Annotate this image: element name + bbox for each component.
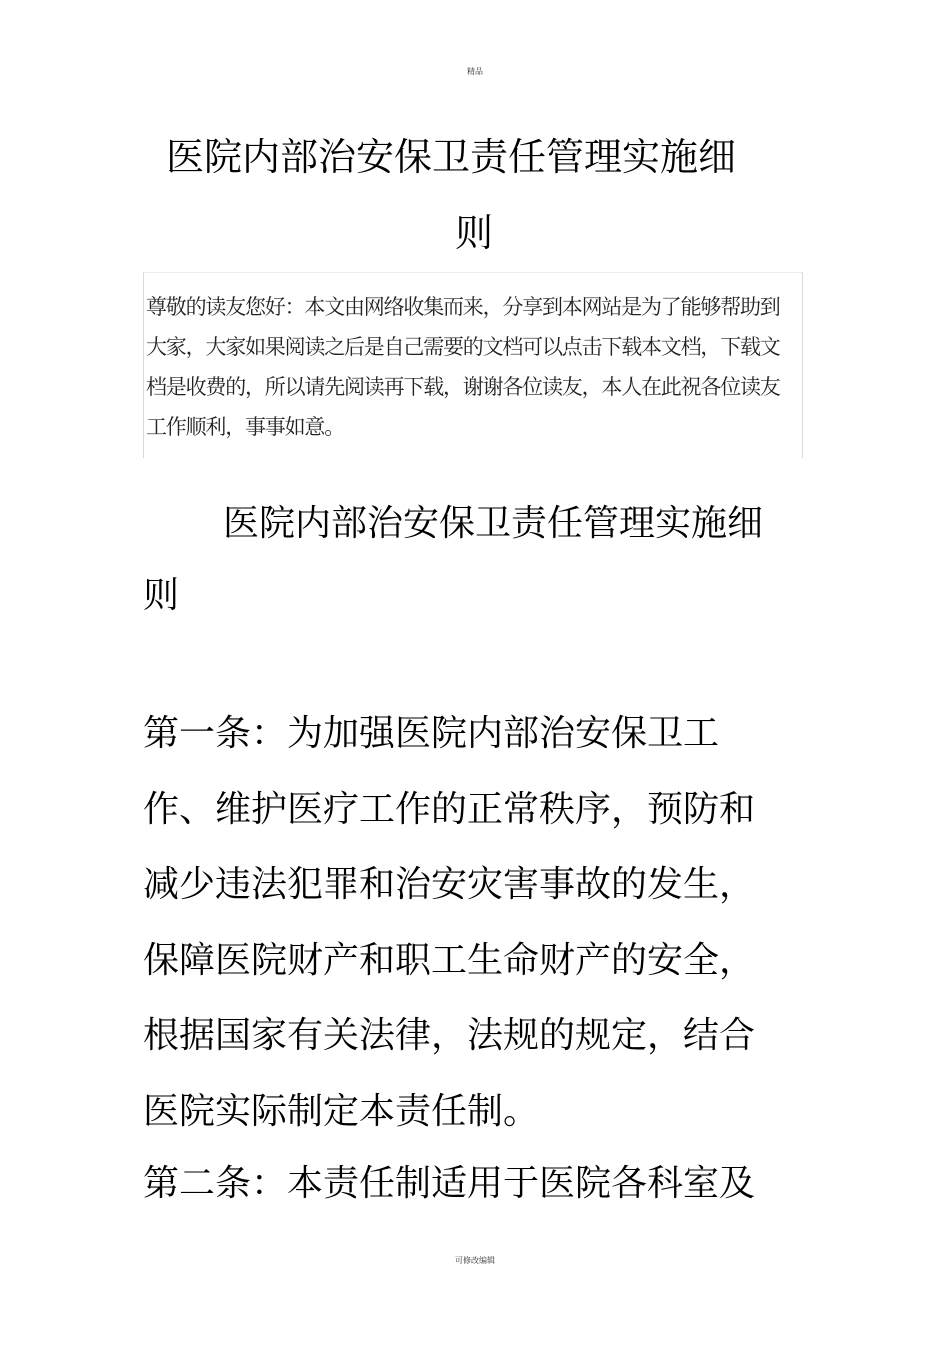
body-title: 医院内部治安保卫责任管理实施细则: [143, 503, 764, 616]
article-paragraph: 第二条：本责任制适用于医院各科室及: [143, 1163, 756, 1204]
reader-notice-box: [143, 272, 803, 458]
reader-notice-text: 尊敬的读友您好：本文由网络收集而来，分享到本网站是为了能够帮助到大家，大家如果阅读之后是自己需要的文档可以点击下载本文档，下载文档是收费的，所以请先阅读再下载，谢谢各位读友，本人在此祝各位读友工作顺利，事事如意。: [146, 295, 780, 439]
page-header-mark: 精品: [467, 67, 483, 76]
article-paragraph: 第一条：为加强医院内部治安保卫工作、维护医疗工作的正常秩序，预防和减少违法犯罪和治安灾害事故的发生，保障医院财产和职工生命财产的安全，根据国家有关法律，法规的规定，结合医院实际制定本责任制。: [143, 713, 756, 1132]
document-title-line-2: 则: [455, 211, 494, 255]
document-title-line-1: 医院内部治安保卫责任管理实施细: [166, 135, 737, 179]
page-footer-mark: 可修改编辑: [455, 1256, 495, 1265]
